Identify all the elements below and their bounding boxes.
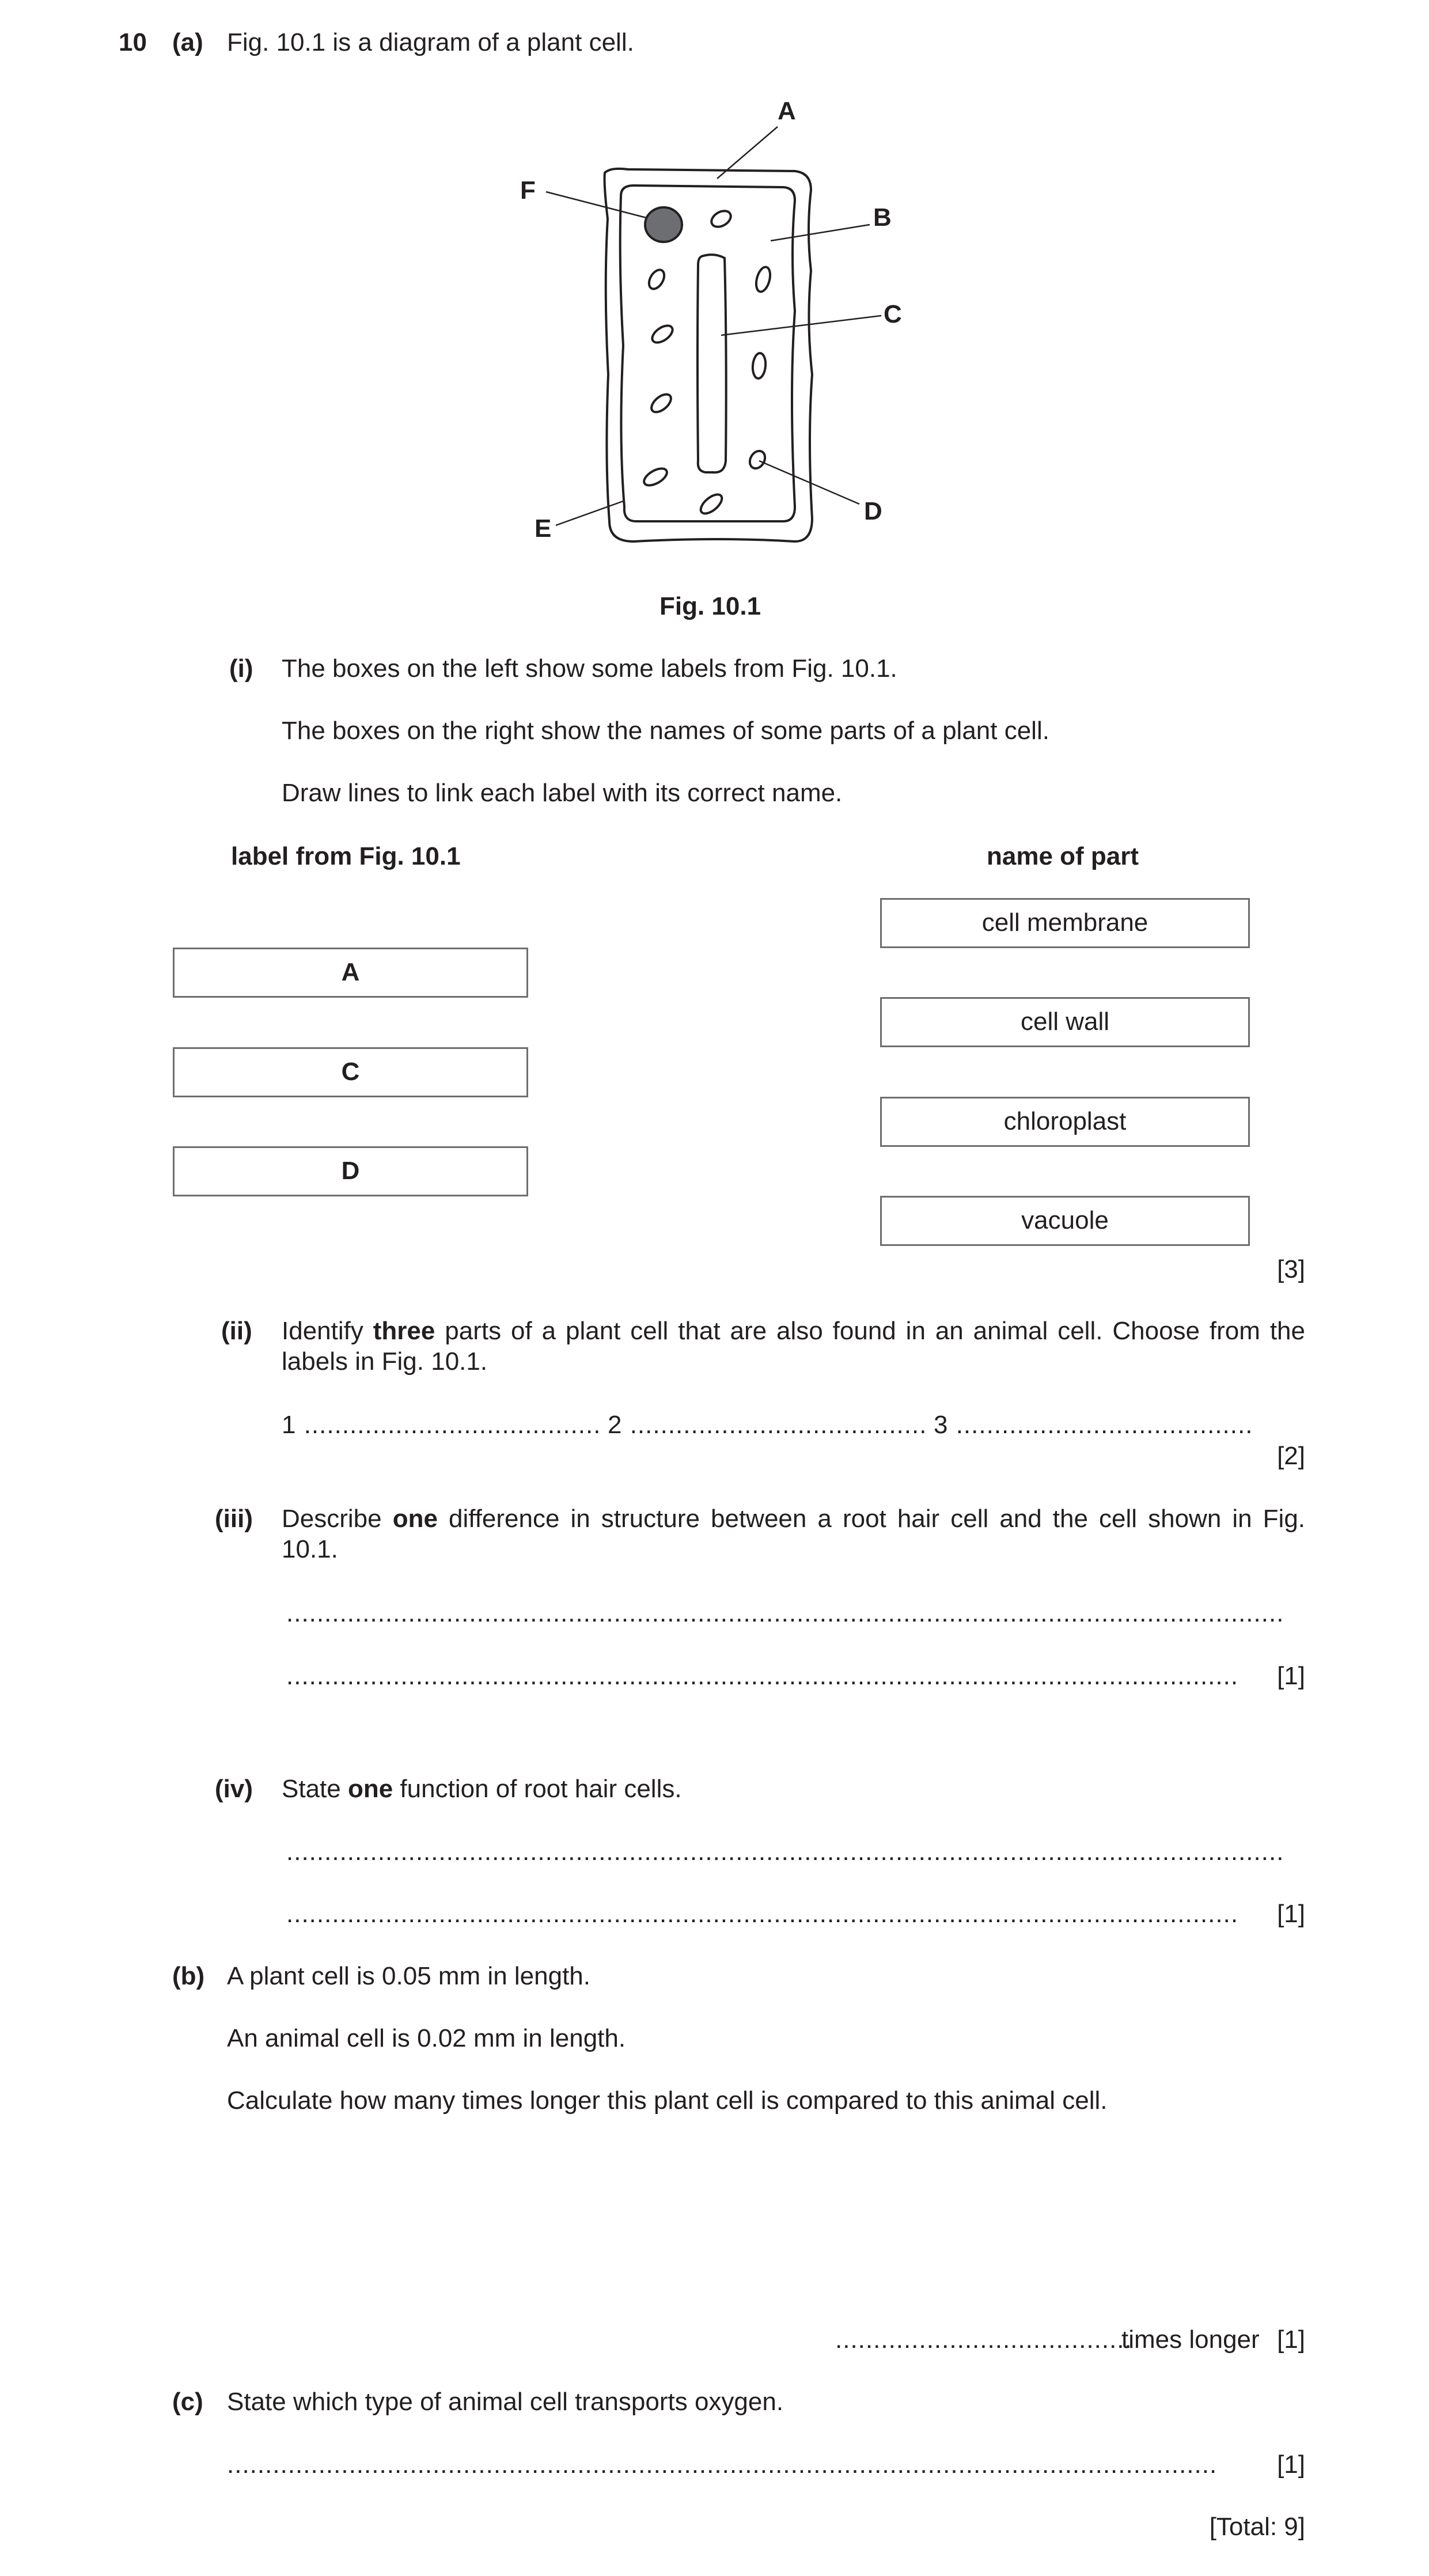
name-box-cell-membrane[interactable] bbox=[880, 898, 1250, 948]
answer-line-c[interactable]: .................................................................................................................................. bbox=[227, 2450, 1218, 2479]
part-a-i-line-2: The boxes on the right show the names of some parts of a plant cell. bbox=[282, 717, 1049, 745]
part-a-iii-label: (iii) bbox=[215, 1505, 253, 1533]
part-b-answer-dots[interactable]: ....................................... bbox=[835, 2325, 1132, 2354]
figure-caption: Fig. 10.1 bbox=[659, 592, 761, 620]
part-a-ii-text-post: parts of a plant cell that are also found in an animal cell. Choose from the labels in Fig. 10.1. bbox=[282, 1317, 1305, 1376]
label-box-c-text: C bbox=[341, 1058, 360, 1086]
part-a-iv-text-post: function of root hair cells. bbox=[393, 1775, 682, 1803]
label-box-a-text: A bbox=[341, 958, 360, 987]
name-box-vacuole[interactable] bbox=[880, 1196, 1250, 1246]
figure-letter-e: E bbox=[535, 514, 552, 543]
answer-line-iv-1[interactable]: ................................................................................................................................... bbox=[286, 1838, 1284, 1866]
part-a-intro: Fig. 10.1 is a diagram of a plant cell. bbox=[227, 28, 634, 56]
answer-line-iii-1[interactable]: ................................................................................................................................... bbox=[286, 1599, 1284, 1627]
vacuole-shape bbox=[698, 255, 726, 472]
part-a-iv-marks: [1] bbox=[1277, 1900, 1305, 1928]
part-b-line-3: Calculate how many times longer this plant cell is compared to this animal cell. bbox=[227, 2086, 1108, 2115]
question-number: 10 bbox=[119, 28, 147, 56]
total-marks: [Total: 9] bbox=[1209, 2513, 1305, 2541]
figure-letter-b: B bbox=[873, 203, 892, 232]
chloroplast-shape bbox=[754, 266, 773, 293]
part-a-iv-text-bold: one bbox=[347, 1775, 393, 1803]
part-a-iii-text-bold: one bbox=[392, 1505, 438, 1533]
name-box-vacuole-text: vacuole bbox=[1021, 1206, 1109, 1235]
answer-line-3[interactable]: 3 ....................................... bbox=[934, 1411, 1253, 1439]
name-box-cell-wall-text: cell wall bbox=[1020, 1007, 1110, 1036]
part-c-marks: [1] bbox=[1277, 2450, 1305, 2479]
label-box-d-text: D bbox=[341, 1157, 360, 1185]
figure-letter-d: D bbox=[864, 497, 882, 525]
part-b-marks: [1] bbox=[1277, 2325, 1305, 2354]
part-a-iv-question bbox=[282, 1774, 682, 1805]
answer-line-2[interactable]: 2 ....................................... bbox=[608, 1411, 927, 1439]
part-a-i-marks: [3] bbox=[1277, 1255, 1305, 1283]
label-box-d[interactable] bbox=[173, 1146, 528, 1196]
label-box-c[interactable] bbox=[173, 1047, 528, 1097]
part-a-iii-text-pre: Describe bbox=[282, 1505, 393, 1533]
part-b-answer-unit: times longer bbox=[1121, 2325, 1260, 2354]
name-box-cell-wall[interactable] bbox=[880, 997, 1250, 1047]
part-a-ii-text-bold: three bbox=[373, 1317, 435, 1345]
part-a-ii-marks: [2] bbox=[1277, 1442, 1305, 1470]
part-a-ii-question bbox=[282, 1316, 1305, 1377]
part-a-i-line-1: The boxes on the left show some labels from Fig. 10.1. bbox=[282, 654, 897, 683]
chloroplast-shape bbox=[698, 491, 725, 517]
part-b-line-2: An animal cell is 0.02 mm in length. bbox=[227, 2024, 626, 2052]
nucleus-shape bbox=[645, 207, 682, 242]
part-a-label: (a) bbox=[172, 28, 203, 56]
right-column-heading: name of part bbox=[987, 842, 1139, 870]
part-b-line-1: A plant cell is 0.05 mm in length. bbox=[227, 1962, 590, 1990]
chloroplast-shape bbox=[641, 465, 669, 488]
chloroplast-shape bbox=[649, 323, 675, 346]
part-a-ii-label: (ii) bbox=[221, 1317, 252, 1345]
name-box-cell-membrane-text: cell membrane bbox=[981, 908, 1148, 937]
part-b-label: (b) bbox=[172, 1962, 205, 1990]
cell-wall-shape bbox=[605, 169, 812, 541]
answer-line-1[interactable]: 1 ....................................... bbox=[282, 1411, 601, 1439]
chloroplast-shape bbox=[646, 267, 667, 291]
cell-membrane-shape bbox=[620, 185, 795, 521]
chloroplast-shape bbox=[752, 353, 767, 379]
figure-letter-f: F bbox=[520, 176, 536, 204]
part-a-ii-text-pre: Identify bbox=[282, 1317, 373, 1345]
plant-cell-diagram bbox=[0, 0, 1429, 576]
part-a-i-label: (i) bbox=[229, 654, 253, 683]
figure-letter-a: A bbox=[778, 97, 796, 125]
name-box-chloroplast-text: chloroplast bbox=[1003, 1107, 1127, 1136]
part-a-iv-text-pre: State bbox=[282, 1775, 348, 1803]
part-a-iii-text-post: difference in structure between a root hair cell and the cell shown in Fig. 10.1. bbox=[282, 1505, 1306, 1563]
chloroplast-shape bbox=[708, 208, 733, 230]
figure-letter-c: C bbox=[884, 300, 902, 328]
part-a-i-line-3: Draw lines to link each label with its correct name. bbox=[282, 779, 843, 807]
chloroplast-shape bbox=[649, 391, 674, 416]
label-box-a[interactable] bbox=[173, 948, 528, 998]
name-box-chloroplast[interactable] bbox=[880, 1097, 1250, 1147]
left-column-heading: label from Fig. 10.1 bbox=[231, 842, 461, 870]
part-c-label: (c) bbox=[172, 2388, 203, 2416]
part-a-iii-question bbox=[282, 1504, 1305, 1565]
answer-line-iii-2[interactable]: ............................................................................................................................. bbox=[286, 1662, 1239, 1690]
part-a-iv-label: (iv) bbox=[215, 1775, 253, 1803]
chloroplast-shape bbox=[747, 448, 768, 471]
part-a-iii-marks: [1] bbox=[1277, 1662, 1305, 1690]
answer-line-iv-2[interactable]: ............................................................................................................................. bbox=[286, 1900, 1239, 1928]
part-c-question: State which type of animal cell transports oxygen. bbox=[227, 2388, 784, 2416]
